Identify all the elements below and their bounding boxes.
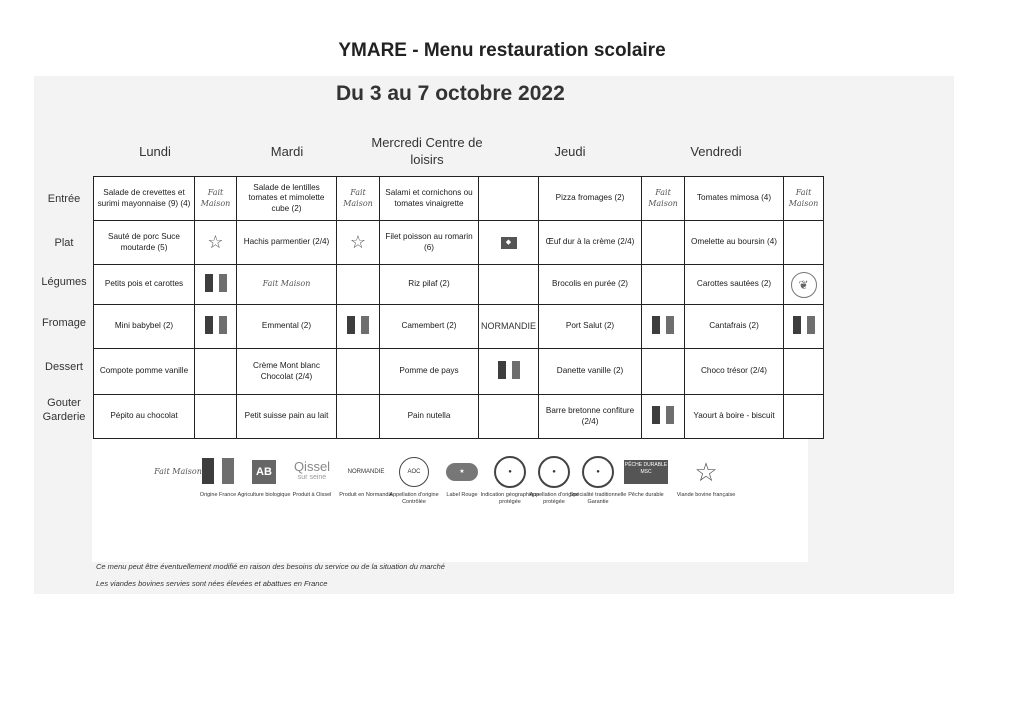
row-label-plat: Plat [54, 237, 74, 249]
legend-item: AB Agriculture biologique [234, 456, 294, 499]
row-label-dessert: Dessert [45, 361, 83, 373]
menu-cell: Sauté de porc Suce moutarde (5) [94, 221, 195, 265]
aop-icon: ● [538, 456, 570, 488]
menu-cell: Riz pilaf (2) [380, 265, 479, 305]
fait-maison-icon: Fait Maison [154, 467, 202, 476]
table-row-legumes [94, 265, 824, 305]
menu-cell: Pain nutella [380, 395, 479, 439]
igp-icon: ● [494, 456, 526, 488]
origine-france-icon [205, 274, 227, 292]
agriculture-biologique-icon: AB [252, 460, 276, 484]
viande-bovine-icon: ☆ [694, 457, 718, 487]
origine-france-icon [652, 406, 674, 424]
page-title: YMARE - Menu restauration scolaire [338, 40, 666, 61]
legend-item: ● Indication géographique protégée [480, 456, 540, 506]
table-row-gouter-garderie [94, 395, 824, 439]
legend-item: ☆ Viande bovine française [676, 457, 736, 498]
peche-durable-icon: PÊCHE DURABLE MSC [624, 460, 668, 484]
peche-durable-icon: ◆ [501, 237, 517, 249]
legend-item: PÊCHE DURABLE MSC Pêche durable [624, 462, 668, 498]
fait-maison-icon: Fait Maison [788, 188, 819, 208]
row-label-gouter-garderie: Gouter Garderie [42, 397, 86, 423]
footer-note-menu: Ce menu peut être éventuellement modifié en raison des besoins du service ou de la situation du marché [96, 562, 445, 571]
day-header-jeudi: Jeudi [554, 144, 586, 159]
menu-cell: Œuf dur à la crème (2/4) [539, 221, 642, 265]
menu-cell: Cantafrais (2) [685, 305, 784, 349]
menu-table [93, 176, 824, 439]
menu-cell: Barre bretonne confiture (2/4) [539, 395, 642, 439]
legend-item: Origine France [188, 456, 248, 499]
origine-france-icon [498, 361, 520, 379]
menu-cell: Port Salut (2) [539, 305, 642, 349]
viande-bovine-icon: ☆ [349, 231, 367, 252]
row-label-entree: Entrée [47, 193, 81, 205]
menu-cell: Carottes sautées (2) [685, 265, 784, 305]
row-label-fromage: Fromage [41, 317, 87, 329]
leaf-icon: ❦ [791, 272, 817, 298]
label-rouge-icon: ★ [446, 463, 478, 481]
produit-normandie-icon: NORMANDIE [481, 320, 537, 331]
menu-cell: Filet poisson au romarin (6) [380, 221, 479, 265]
menu-cell: Petit suisse pain au lait [237, 395, 337, 439]
produit-oissel-icon: Qissel [293, 459, 331, 474]
table-row-fromage [94, 305, 824, 349]
menu-cell: Salade de lentilles tomates et mimolette cube (2) [237, 177, 337, 221]
menu-cell: Pomme de pays [380, 349, 479, 395]
menu-cell: Brocolis en purée (2) [539, 265, 642, 305]
day-header-lundi: Lundi [139, 144, 171, 159]
menu-cell: Yaourt à boire - biscuit [685, 395, 784, 439]
menu-cell: Camembert (2) [380, 305, 479, 349]
fait-maison-icon: Fait Maison [648, 188, 678, 208]
legend-item: ● Spécialité traditionnelle Garantie [568, 456, 628, 506]
menu-cell: Emmental (2) [237, 305, 337, 349]
legend-item: ● Appellation d'origine protégée [524, 456, 584, 506]
origine-france-icon [793, 316, 815, 334]
menu-cell: Petits pois et carottes [94, 265, 195, 305]
menu-cell: Salade de crevettes et surimi mayonnaise (9) (4) [94, 177, 195, 221]
menu-cell: Omelette au boursin (4) [685, 221, 784, 265]
menu-cell: Tomates mimosa (4) [685, 177, 784, 221]
menu-cell: Pépito au chocolat [94, 395, 195, 439]
menu-cell: Crème Mont blanc Chocolat (2/4) [237, 349, 337, 395]
origine-france-icon [198, 458, 238, 487]
legend-item: AOC Appellation d'origine Contrôlée [384, 456, 444, 506]
week-subtitle: Du 3 au 7 octobre 2022 [336, 82, 565, 105]
legend-item: ★ Label Rouge [432, 456, 492, 499]
row-label-legumes: Légumes [41, 276, 87, 288]
menu-cell: Mini babybel (2) [94, 305, 195, 349]
menu-cell: Compote pomme vanille [94, 349, 195, 395]
origine-france-icon [652, 316, 674, 334]
viande-bovine-icon: ☆ [207, 231, 224, 252]
legend-item: NORMANDIE Produit en Normandie [339, 469, 393, 498]
footer-note-viandes: Les viandes bovines servies sont nées élevées et abattues en France [96, 579, 328, 588]
menu-cell: Salami et cornichons ou tomates vinaigrette [380, 177, 479, 221]
fait-maison-icon: Fait Maison [262, 279, 311, 289]
label-legend [148, 456, 748, 526]
day-header-vendredi: Vendredi [690, 144, 742, 159]
menu-cell: Pizza fromages (2) [539, 177, 642, 221]
menu-cell [237, 265, 337, 305]
fait-maison-icon: Fait Maison [343, 188, 373, 208]
origine-france-icon [205, 316, 227, 334]
fait-maison-icon: Fait Maison [200, 188, 231, 208]
menu-cell: Choco trésor (2/4) [685, 349, 784, 395]
table-row-plat [94, 221, 824, 265]
menu-cell: Hachis parmentier (2/4) [237, 221, 337, 265]
origine-france-icon [347, 316, 369, 334]
stg-icon: ● [582, 456, 614, 488]
day-header-mercredi: Mercredi Centre de loisirs [371, 135, 483, 167]
menu-cell: Danette vanille (2) [539, 349, 642, 395]
table-row-dessert [94, 349, 824, 395]
legend-item: Qissel sur seine Produit à Oissel [292, 459, 332, 498]
table-row-entree [94, 177, 824, 221]
produit-normandie-icon: NORMANDIE [347, 469, 385, 475]
day-header-mardi: Mardi [270, 144, 304, 159]
aoc-icon: AOC [399, 457, 429, 487]
